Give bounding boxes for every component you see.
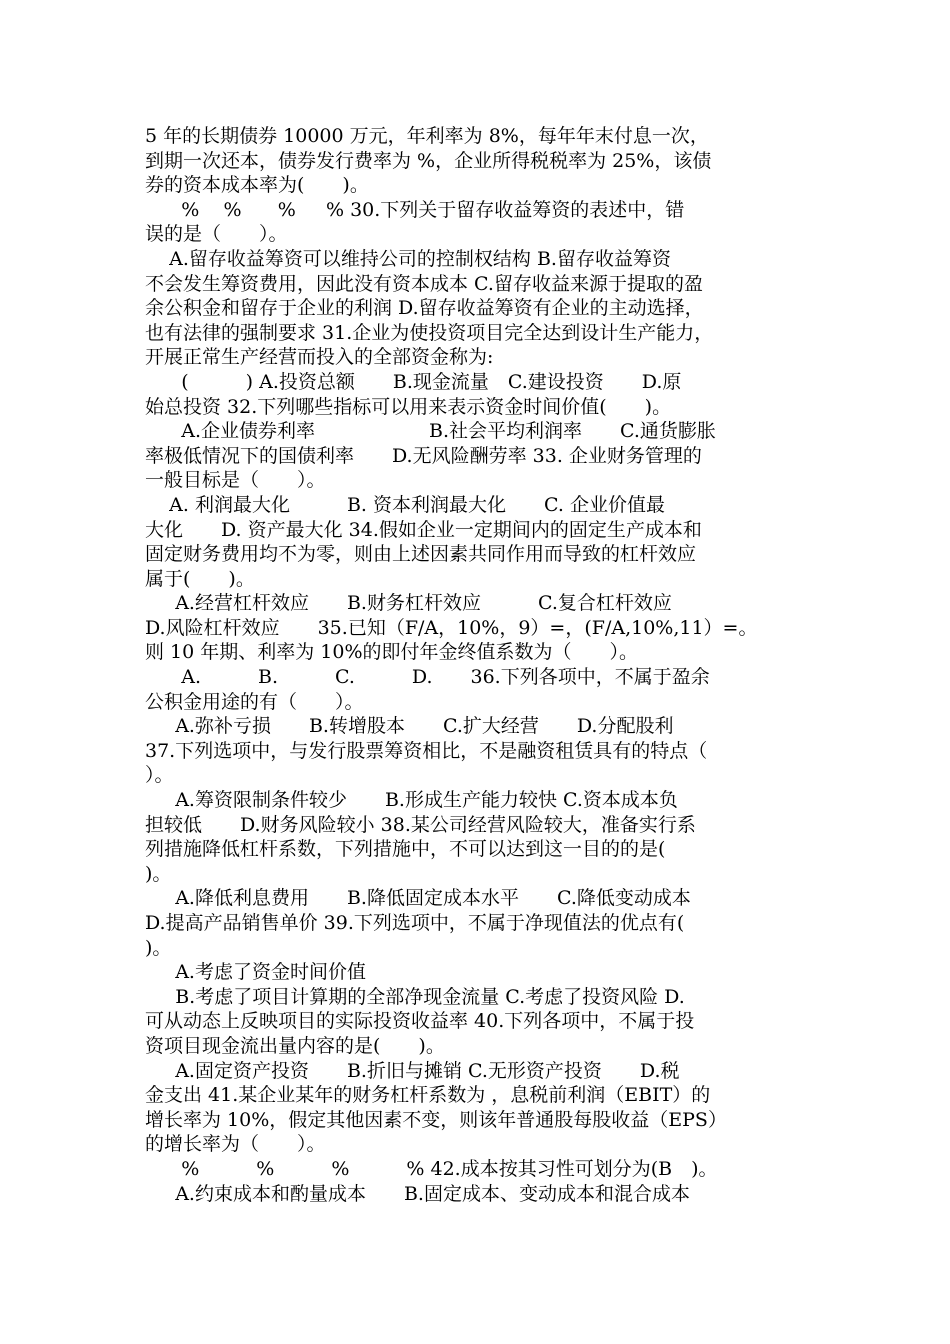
text-line: 开展正常生产经营而投入的全部资金称为: [145, 346, 494, 369]
text-line: 一般目标是（ ）。 [145, 469, 326, 492]
text-line: 率极低情况下的国债利率 D.无风险酬劳率 33. 企业财务管理的 [145, 444, 702, 467]
text-line: 大化 D. 资产最大化 34.假如企业一定期间内的固定生产成本和 [145, 518, 702, 541]
text-line: A. B. C. D. 36.下列各项中，不属于盈余 [145, 666, 710, 689]
text-line: 属于( )。 [145, 567, 255, 590]
document-body [145, 124, 810, 1206]
text-line: 列措施降低杠杆系数，下列措施中，不可以达到这一目的的是( [145, 838, 666, 861]
text-line: B.考虑了项目计算期的全部净现金流量 C.考虑了投资风险 D. [145, 985, 685, 1008]
text-line: 则 10 年期、利率为 10%的即付年金终值系数为（ ）。 [145, 641, 639, 664]
text-line: 增长率为 10%，假定其他因素不变，则该年普通股每股收益（EPS） [145, 1108, 727, 1131]
text-line: 公积金用途的有（ ）。 [145, 690, 364, 713]
text-line: 资项目现金流出量内容的是( )。 [145, 1034, 445, 1057]
text-line: 券的资本成本率为( )。 [145, 174, 369, 197]
text-line: A. 利润最大化 B. 资本利润最大化 C. 企业价值最 [145, 493, 665, 516]
text-line: )。 [145, 862, 172, 885]
text-line: 误的是（ ）。 [145, 223, 288, 246]
text-line: ( ) A.投资总额 B.现金流量 C.建设投资 D.原 [145, 370, 682, 393]
text-line: 到期一次还本，债券发行费率为 %，企业所得税税率为 25%，该债 [145, 149, 712, 172]
text-line: 始总投资 32.下列哪些指标可以用来表示资金时间价值( )。 [145, 395, 672, 418]
text-line: 5 年的长期债券 10000 万元，年利率为 8%，每年年末付息一次， [145, 125, 709, 147]
text-line: D.提高产品销售单价 39.下列选项中，不属于净现值法的优点有( [145, 912, 685, 934]
text-line: 金支出 41.某企业某年的财务杠杆系数为 ，息税前利润（EBIT）的 [145, 1084, 711, 1107]
text-line: A.企业债券利率 B.社会平均利润率 C.通货膨胀 [145, 420, 716, 443]
text-line: A.弥补亏损 B.转增股本 C.扩大经营 D.分配股利 [145, 715, 674, 738]
text-line: )。 [145, 936, 172, 959]
text-line: A.留存收益筹资可以维持公司的控制权结构 B.留存收益筹资 [145, 247, 671, 270]
text-line: A.降低利息费用 B.降低固定成本水平 C.降低变动成本 [145, 887, 691, 910]
text-line: D.风险杠杆效应 35.已知（F/A，10%，9）=，(F/A,10%,11）=。 [145, 616, 758, 639]
text-line: A.筹资限制条件较少 B.形成生产能力较快 C.资本成本负 [145, 789, 678, 812]
text-line: 余公积金和留存于企业的利润 D.留存收益筹资有企业的主动选择， [145, 297, 704, 320]
text-line: 也有法律的强制要求 31.企业为使投资项目完全达到设计生产能力， [145, 321, 714, 344]
text-line: A.固定资产投资 B.折旧与摊销 C.无形资产投资 D.税 [145, 1059, 680, 1082]
text-line: 的增长率为（ ）。 [145, 1133, 326, 1156]
text-line: A.约束成本和酌量成本 B.固定成本、变动成本和混合成本 [145, 1182, 690, 1205]
text-line: % % % % 30.下列关于留存收益筹资的表述中，错 [145, 198, 685, 221]
text-line: A.考虑了资金时间价值 [145, 961, 366, 984]
text-line: A.经营杠杆效应 B.财务杠杆效应 C.复合杠杆效应 [145, 592, 672, 615]
text-line: 固定财务费用均不为零，则由上述因素共同作用而导致的杠杆效应 [145, 543, 697, 566]
text-line: 担较低 D.财务风险较小 38.某公司经营风险较大，准备实行系 [145, 813, 696, 836]
text-line: ）。 [145, 764, 174, 787]
text-line: 37.下列选项中，与发行股票筹资相比，不是融资租赁具有的特点（ [145, 739, 708, 762]
text-line: % % % % 42.成本按其习性可划分为(B )。 [145, 1157, 718, 1180]
text-line: 可从动态上反映项目的实际投资收益率 40.下列各项中，不属于投 [145, 1010, 695, 1033]
text-line: 不会发生筹资费用，因此没有资本成本 C.留存收益来源于提取的盈 [145, 272, 703, 295]
